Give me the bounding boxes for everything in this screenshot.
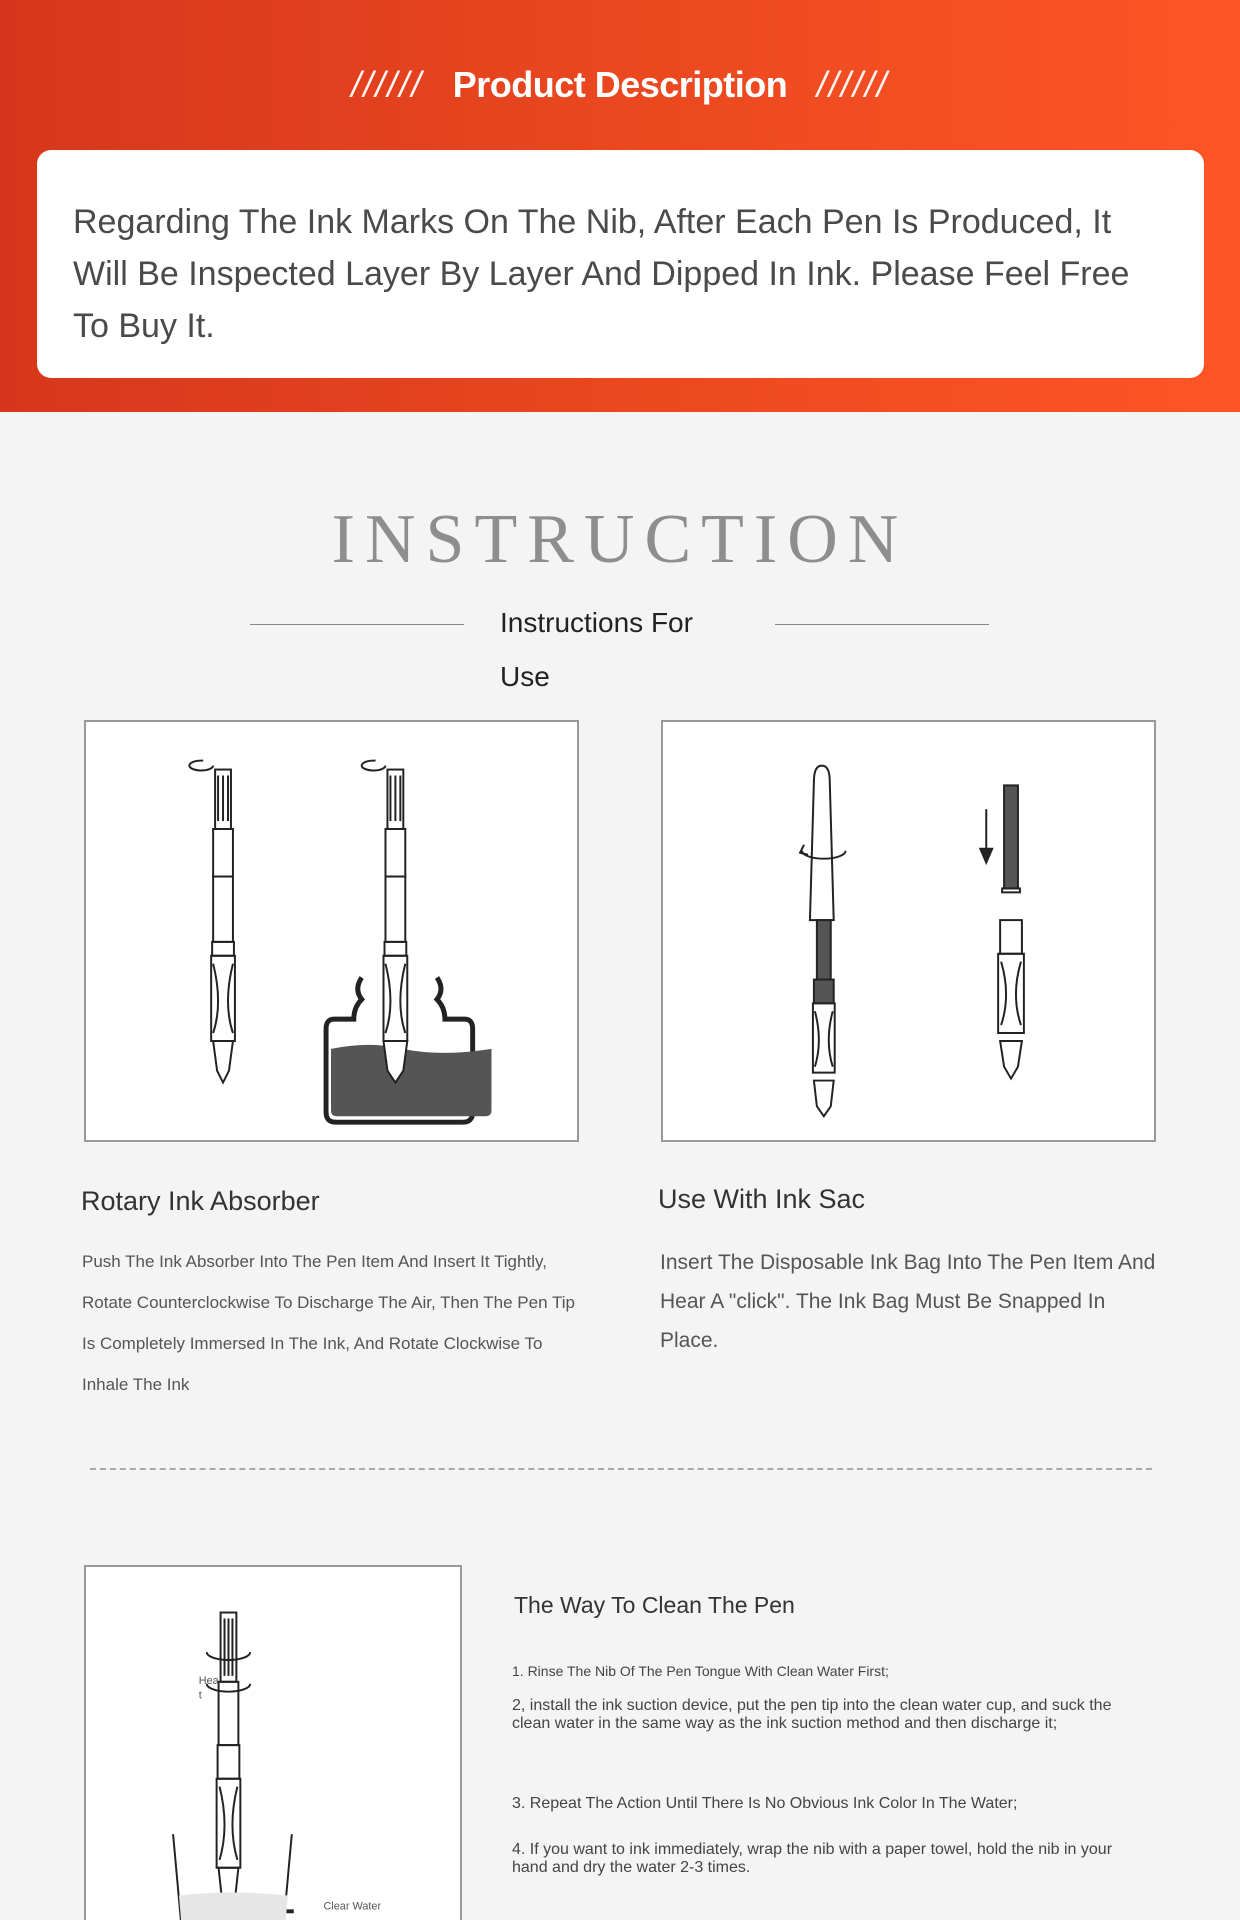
ink-sac-illustration xyxy=(661,720,1156,1142)
cleaning-title: The Way To Clean The Pen xyxy=(514,1592,795,1618)
cleaning-illustration xyxy=(84,1565,462,1920)
heading-rule-left xyxy=(250,624,464,625)
ink-in-bottle xyxy=(331,1045,491,1116)
rotate-arrow-icon xyxy=(802,851,846,859)
cleaning-step-1: 1. Rinse The Nib Of The Pen Tongue With Clean Water First; xyxy=(512,1663,889,1679)
rotate-arrow-icon xyxy=(189,761,213,771)
section-divider xyxy=(90,1468,1152,1470)
title-decoration-left: ////// xyxy=(351,64,424,105)
instruction-subheading: Instructions For Use xyxy=(500,607,693,692)
notice-card xyxy=(37,150,1204,378)
down-arrow-icon xyxy=(980,849,992,863)
banner-title: Product Description xyxy=(452,64,788,105)
cleaning-step-2: 2, install the ink suction device, put the pen tip into the clean water cup, and suck the clean water in the same way as the ink suction method and then discharge it; xyxy=(512,1697,1112,1732)
title-decoration-right: ////// xyxy=(816,64,889,105)
heat-label-tail: t xyxy=(198,1689,202,1702)
instruction-heading: INSTRUCTION xyxy=(331,501,909,578)
step-ink-sac-title: Use With Ink Sac xyxy=(658,1184,866,1214)
heading-rule-right xyxy=(775,624,989,625)
banner-title-row xyxy=(0,64,1240,106)
water-in-cup xyxy=(179,1893,288,1920)
step-rotary-title: Rotary Ink Absorber xyxy=(81,1186,320,1216)
notice-text: Regarding The Ink Marks On The Nib, After Each Pen Is Produced, It Will Be Inspected Layer By Layer And Dipped In Ink. Please Feel Free To Buy It. xyxy=(73,203,1130,345)
rotary-absorber-illustration xyxy=(84,720,579,1142)
rotary-absorber-svg xyxy=(86,722,577,1140)
heat-label: Hea xyxy=(198,1674,219,1687)
step-ink-sac-text: Insert The Disposable Ink Bag Into The Pen Item And Hear A "click". The Ink Bag Must Be Snapped In Place. xyxy=(660,1251,1156,1352)
cleaning-step-3: 3. Repeat The Action Until There Is No Obvious Ink Color In The Water; xyxy=(512,1795,1018,1812)
cleaning-step-4: 4. If you want to ink immediately, wrap the nib with a paper towel, hold the nib in your hand and dry the water 2-3 times. xyxy=(512,1841,1113,1876)
cleaning-svg xyxy=(86,1567,460,1920)
product-description-banner xyxy=(0,0,1240,412)
clear-water-label: Clear Water xyxy=(323,1900,382,1913)
step-rotary-text: Push The Ink Absorber Into The Pen Item And Insert It Tightly, Rotate Counterclockwise To Discharge The Air, Then The Pen Tip Is Completely Immersed In The Ink, And Rotate Clockwise To Inhale The Ink xyxy=(82,1252,575,1394)
ink-sac-svg xyxy=(663,722,1154,1140)
